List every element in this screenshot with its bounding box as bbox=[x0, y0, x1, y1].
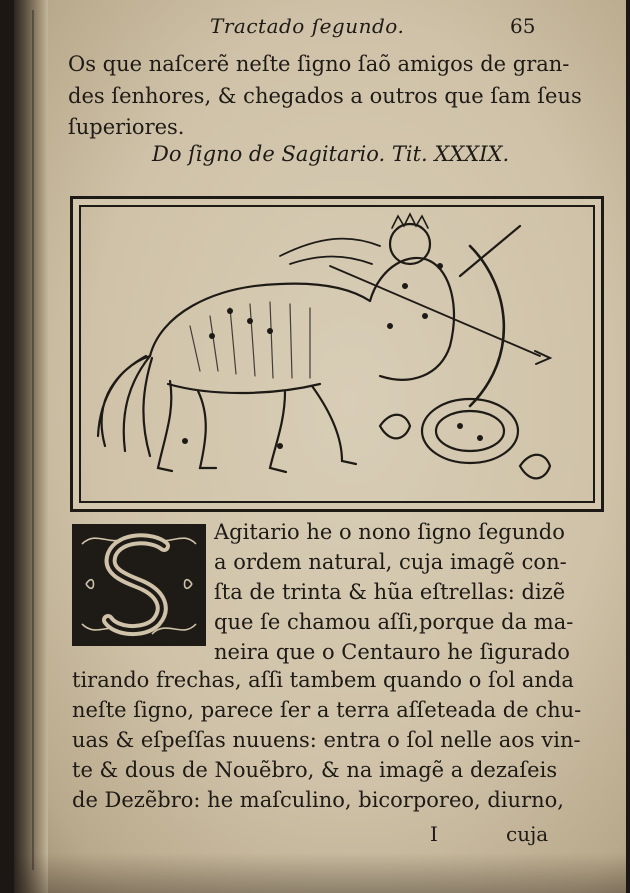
signature-mark: I bbox=[430, 822, 438, 846]
running-head: Tractado ſegundo. bbox=[210, 14, 405, 38]
body-line-3: ſta de trinta & hũa eſtrellas: dizẽ bbox=[214, 580, 566, 604]
catchword: cuja bbox=[506, 822, 549, 846]
body-line-4: que ſe chamou aſſi,porque da ma- bbox=[214, 610, 574, 634]
book-page bbox=[14, 0, 626, 893]
intro-line-3: ſuperiores. bbox=[68, 115, 185, 139]
decorated-initial-s-icon bbox=[72, 524, 206, 646]
body-line-9: te & dous de Nouẽbro, & na imagẽ a dezaſeis bbox=[72, 758, 558, 782]
body-line-10: de Dezẽbro: he maſculino, bicorporeo, diurno, bbox=[72, 788, 564, 812]
intro-line-2: des ſenhores, & chegados a outros que ſam ſeus bbox=[68, 84, 582, 108]
sagittarius-centaur-woodcut-icon bbox=[80, 206, 590, 498]
body-line-6: tirando frechas, aſſi tambem quando o ſol anda bbox=[72, 668, 574, 692]
intro-line-1: Os que naſcerẽ neſte ſigno ſaõ amigos de gran- bbox=[68, 52, 570, 76]
body-line-7: neſte ſigno, parece ſer a terra aſſeteada de chu- bbox=[72, 698, 582, 722]
page-shadow bbox=[14, 853, 626, 893]
body-line-5: neira que o Centauro he ſigurado bbox=[214, 640, 570, 664]
body-line-1: Agitario he o nono ſigno ſegundo bbox=[214, 520, 565, 544]
body-line-2: a ordem natural, cuja imagẽ con- bbox=[214, 550, 567, 574]
book-spine bbox=[14, 0, 48, 893]
page-number: 65 bbox=[510, 14, 536, 38]
section-title: Do ſigno de Sagitario. Tit. XXXIX. bbox=[152, 142, 510, 166]
body-line-8: uas & eſpeſſas nuuens: entra o ſol nelle aos vin- bbox=[72, 728, 581, 752]
